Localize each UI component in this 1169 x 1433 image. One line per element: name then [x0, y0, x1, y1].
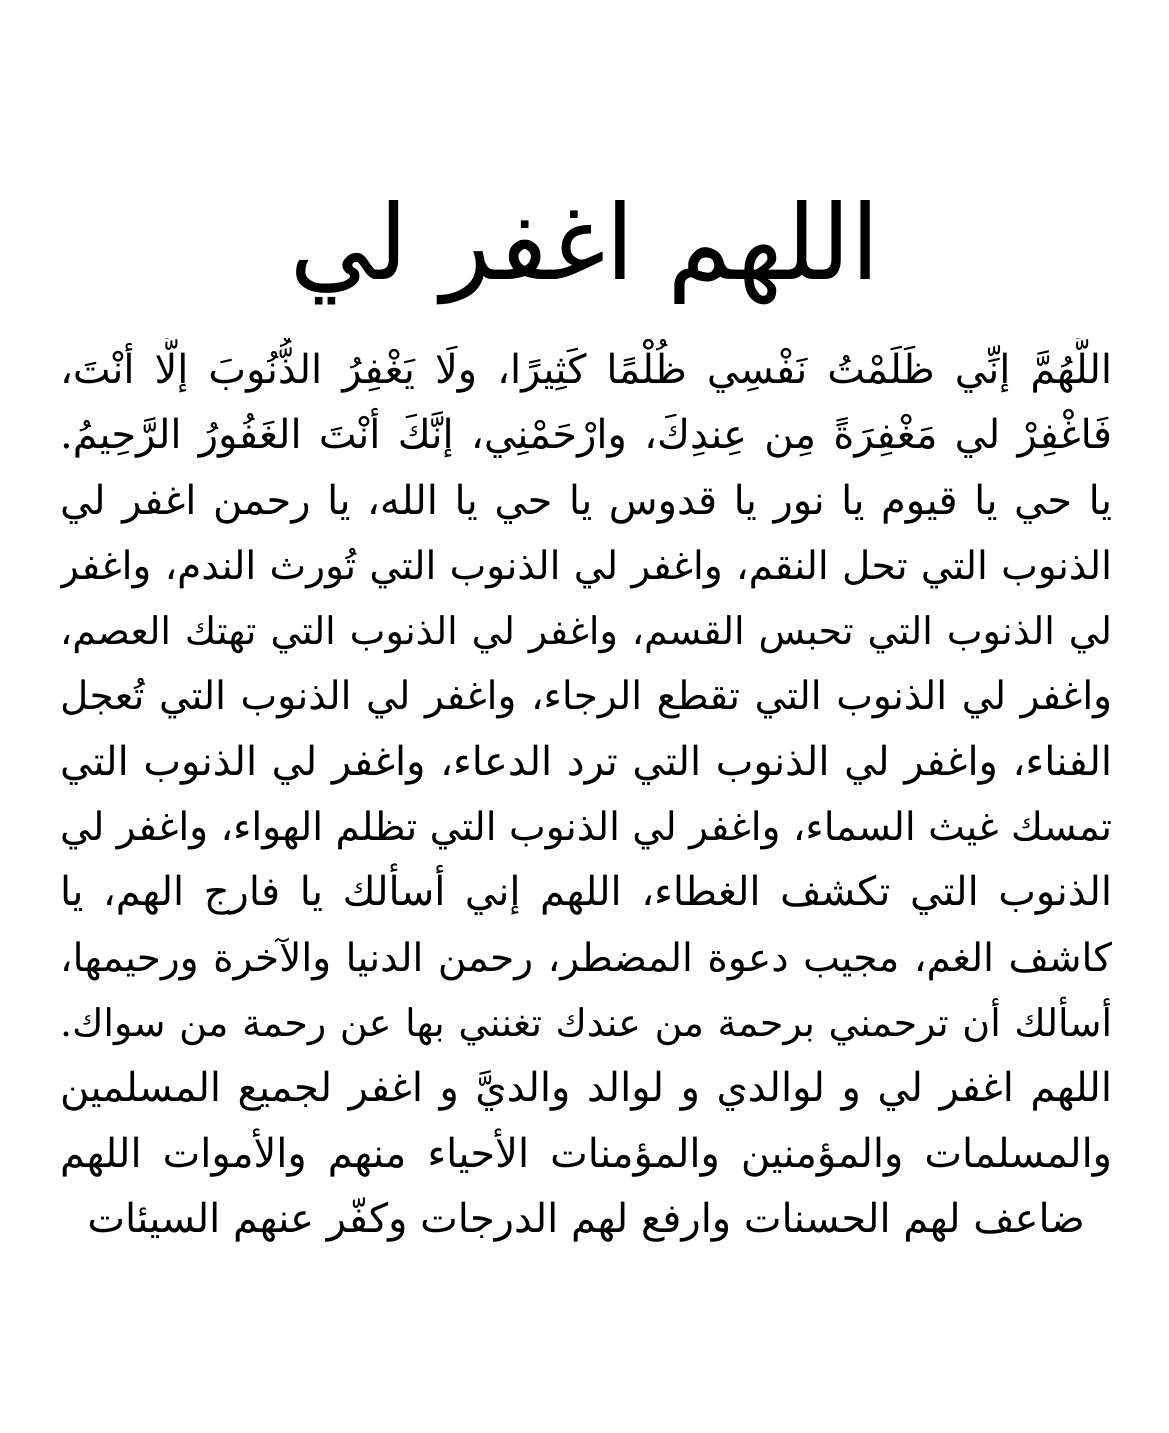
text-line: أسألك أن ترحمني برحمة من عندك تغنني بها عن رحمة من سواك. [60, 1000, 1112, 1045]
text-line: لي الذنوب التي تحبس القسم، واغفر لي الذنوب التي تهتك العصم، [60, 609, 1112, 654]
page-title: اللهم اغفر لي [289, 181, 880, 304]
text-line: الذنوب التي تحل النقم، واغفر لي الذنوب التي تُورث الندم، واغفر [60, 543, 1112, 589]
text-line: ضاعف لهم الحسنات وارفع لهم الدرجات وكفّر عنهم السيئات [87, 1195, 1085, 1242]
text-line: اللهم اغفر لي و لوالدي و لوالد والديَّ و اغفر لجميع المسلمين [60, 1065, 1112, 1112]
text-line: الذنوب التي تكشف الغطاء، اللهم إني أسألك يا فارج الهم، يا [60, 869, 1112, 916]
text-line: تمسك غيث السماء، واغفر لي الذنوب التي تظلم الهواء، واغفر لي [60, 805, 1112, 851]
text-line: كاشف الغم، مجيب دعوة المضطر، رحمن الدنيا والآخرة ورحيمها، [60, 935, 1112, 981]
text-line: فَاغْفِرْ لي مَغْفِرَةً مِن عِندِكَ، وارْحَمْنِي، إنَّكَ أنْتَ الغَفُورُ الرَّحِيمُ. [60, 412, 1112, 459]
text-line: اللَّهُمَّ إنِّي ظَلَمْتُ نَفْسِي ظُلْمًا كَثِيرًا، ولَا يَغْفِرُ الذُّنُوبَ إلَّا أنْتَ، [60, 347, 1112, 393]
text-line: الفناء، واغفر لي الذنوب التي ترد الدعاء، واغفر لي الذنوب التي [60, 738, 1112, 785]
prayer-text [60, 338, 1112, 1252]
text-line: يا حي يا قيوم يا نور يا قدوس يا حي يا الله، يا رحمن اغفر لي [60, 477, 1112, 524]
text-line: والمسلمات والمؤمنين والمؤمنات الأحياء منهم والأموات اللهم [60, 1130, 1112, 1177]
text-line: واغفر لي الذنوب التي تقطع الرجاء، واغفر لي الذنوب التي تُعجل [60, 674, 1112, 720]
